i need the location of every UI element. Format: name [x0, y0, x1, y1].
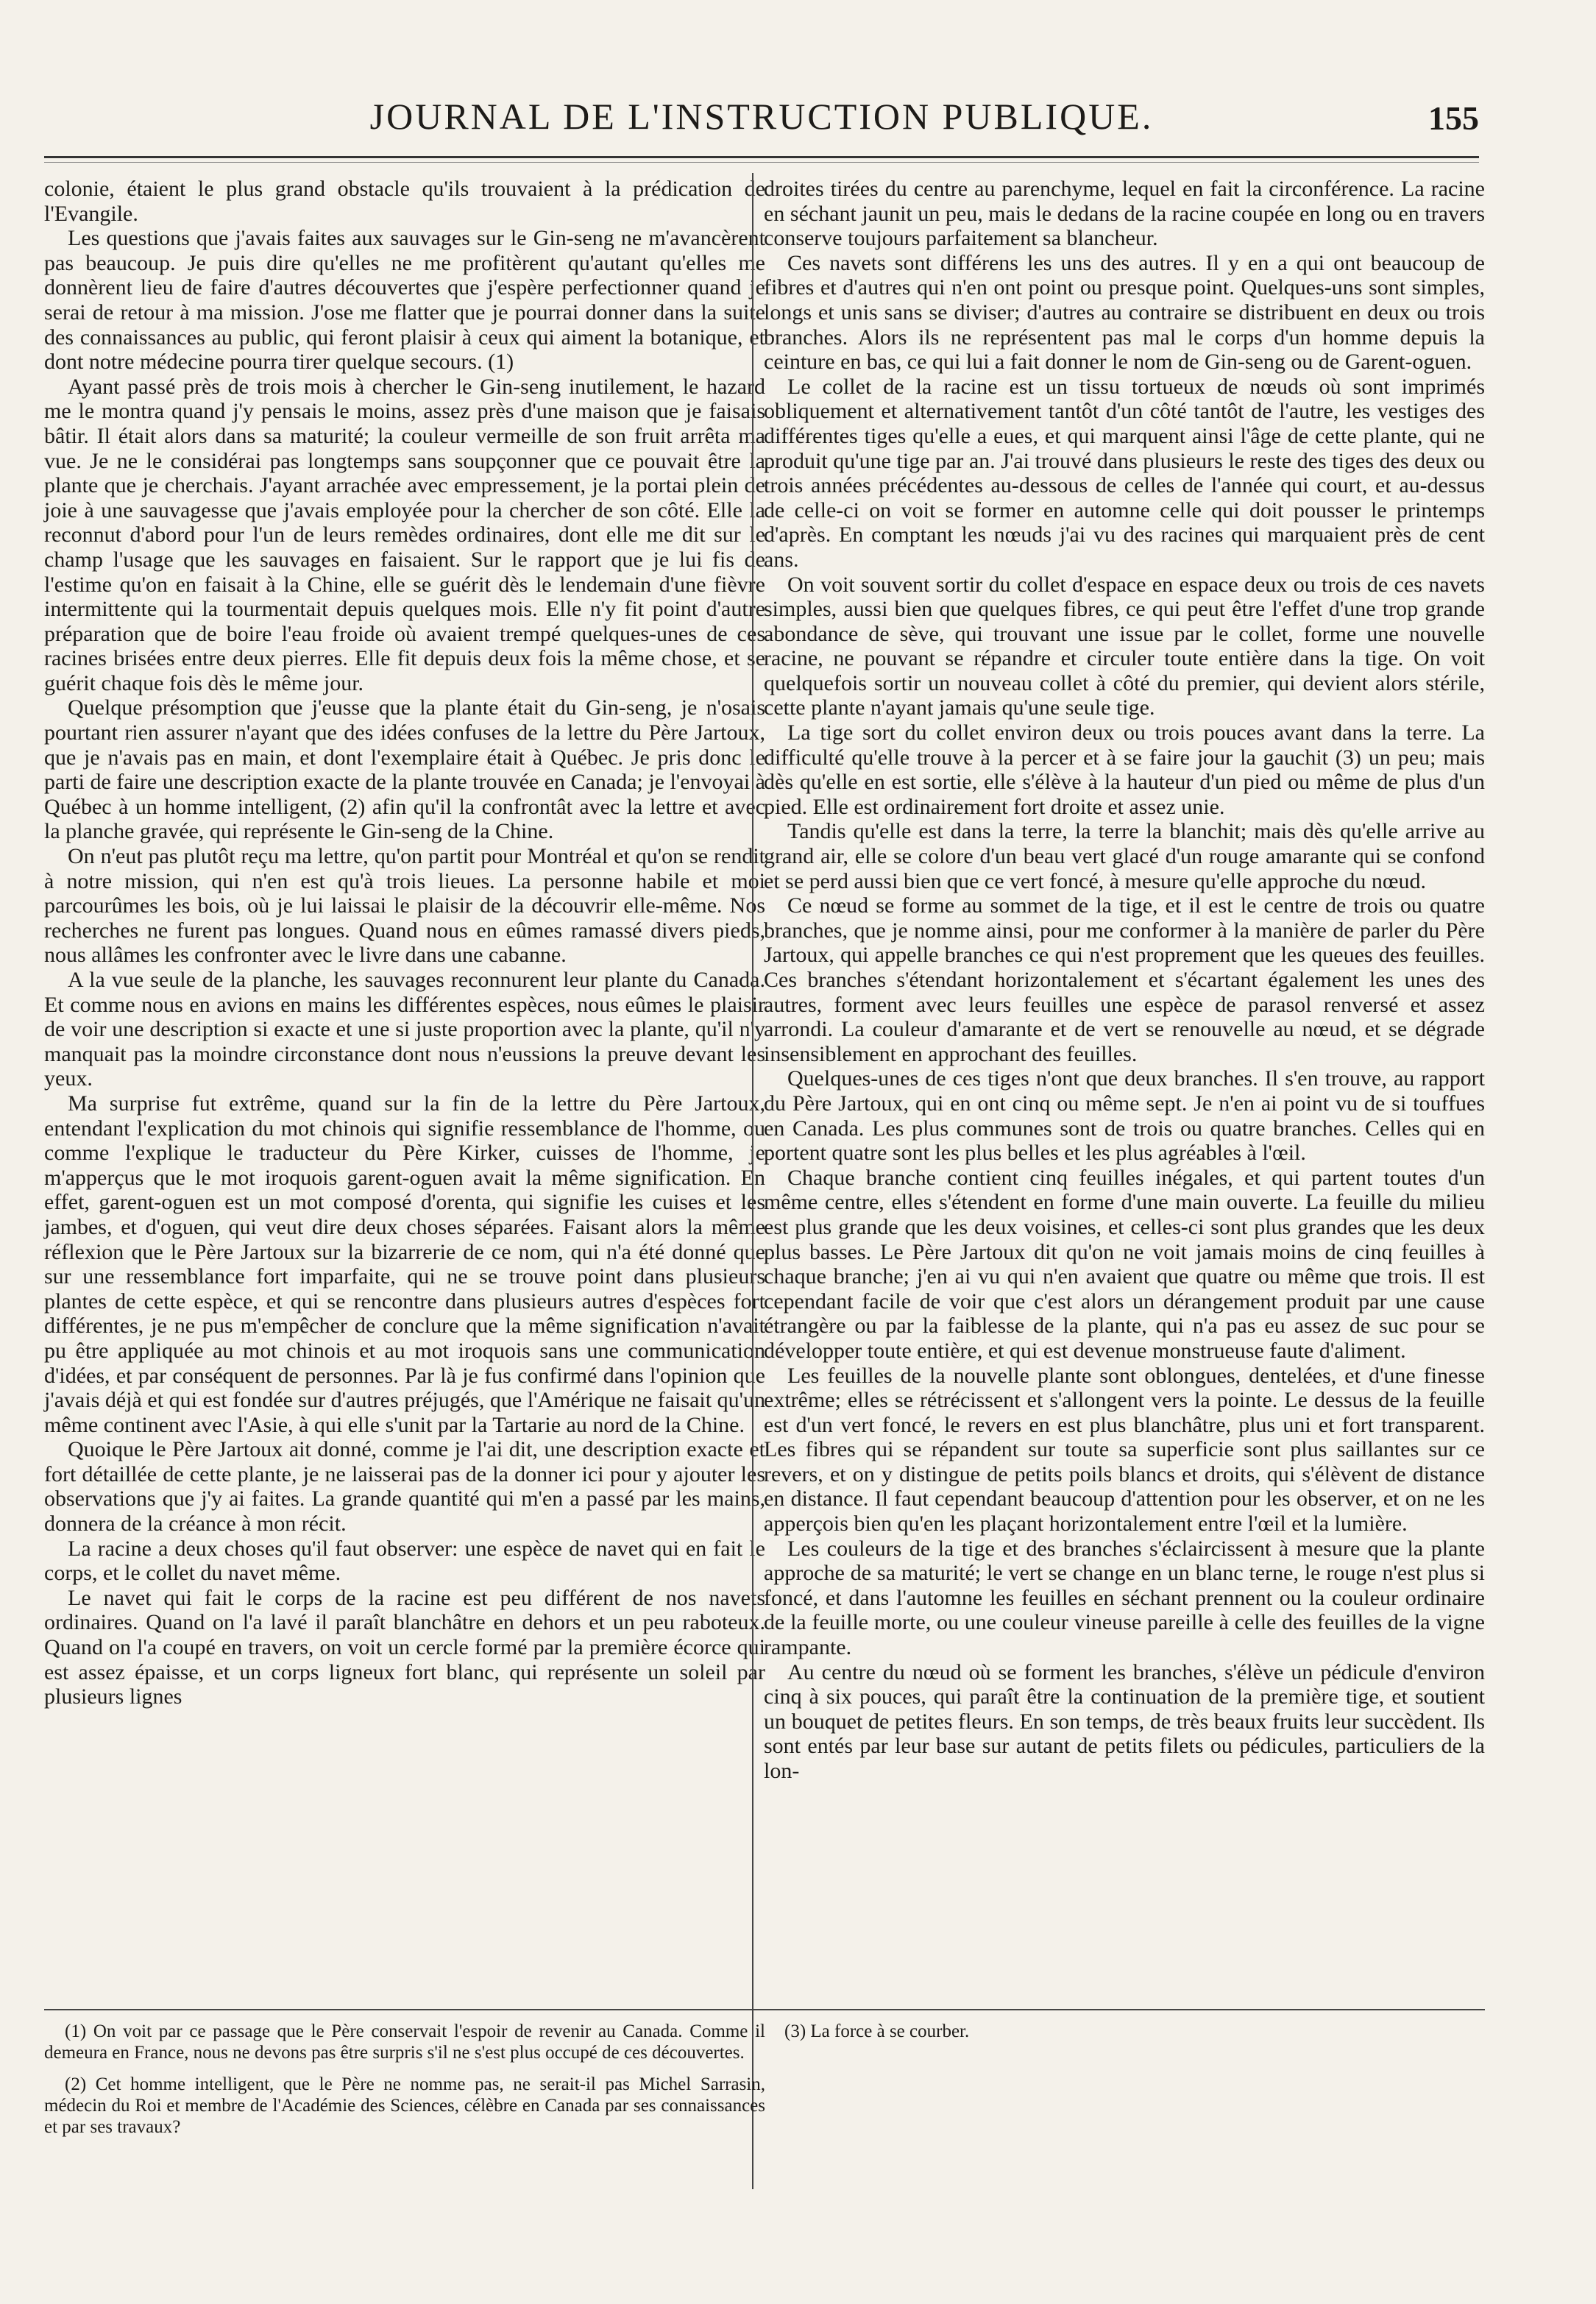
paragraph: Ayant passé près de trois mois à chercher le Gin-seng inutilement, le hazard me le montra quand j'y pensais le moins, assez près d'une maison que je faisais bâtir. Il était alors dans sa maturité; la couleur vermeille de son fruit arrêta ma vue. Je ne le considérai pas longtemps sans soupçonner que ce pouvait être la plante que je cherchais. J'ayant arrachée avec empressement, je la portai plein de joie à une sauvagesse que j'avais employée pour la chercher de son côté. Elle la reconnut d'abord pour l'un de leurs remèdes ordinaires, dont elle me dit sur le champ l'usage que les sauvages en faisaient. Sur le rapport que je lui fis de l'estime qu'on en faisait à la Chine, elle se guérit dès le lendemain d'une fièvre intermittente qui la tourmentait depuis quelques mois. Elle n'y fit point d'autre préparation que de boire l'eau froide où avaient trempé quelques-unes de ces racines brisées entre deux pierres. Elle fit depuis deux fois la même chose, et se guérit chaque fois dès le même jour.: [44, 374, 765, 695]
page-number: 155: [1428, 99, 1479, 137]
footnotes-right: [764, 2009, 1485, 2052]
footnotes-left: [44, 2009, 765, 2148]
paragraph: Ma surprise fut extrême, quand sur la fin de la lettre du Père Jartoux, entendant l'explication du mot chinois qui signifie ressemblance de l'homme, ou comme l'explique le traducteur du Père Kirker, cuisses de l'homme, je m'apperçus que le mot iroquois garent-oguen avait la même signification. En effet, garent-oguen est un mot composé d'orenta, qui signifie les cuises et les jambes, et d'oguen, qui veut dire deux choses séparées. Faisant alors la même réflexion que le Père Jartoux sur la bizarrerie de ce nom, qui n'a été donné que sur une ressemblance fort imparfaite, qui ne se trouve point dans plusieurs plantes de cette espèce, et qui se rencontre dans plusieurs autres d'espèces fort différentes, je ne pus m'empêcher de conclure que la même signification n'avait pu être appliquée au mot chinois et au mot iroquois sans une communication d'idées, et par conséquent de personnes. Par là je fus confirmé dans l'opinion que j'avais déjà et qui est fondée sur d'autres préjugés, que l'Amérique ne faisait qu'un même continent avec l'Asie, à qui elle s'unit par la Tartarie au nord de la Chine.: [44, 1091, 765, 1437]
paragraph: Les couleurs de la tige et des branches s'éclaircissent à mesure que la plante approche de sa maturité; le vert se change en un blanc terne, le rouge n'est plus si foncé, et dans l'automne les feuilles en séchant prennent ou la couleur ordinaire de la feuille morte, ou une couleur vineuse pareille à celle des feuilles de la vigne rampante.: [764, 1536, 1485, 1660]
column-divider: [752, 173, 753, 2189]
paragraph: Au centre du nœud où se forment les branches, s'élève un pédicule d'environ cinq à six pouces, qui paraît être la continuation de la première tige, et soutient un bouquet de petites fleurs. En son temps, de très beaux fruits leur succèdent. Ils sont entés par leur base sur autant de petits filets ou pédicules, particuliers de la lon-: [764, 1659, 1485, 1783]
paragraph: La tige sort du collet environ deux ou trois pouces avant dans la terre. La difficulté qu'elle trouve à la percer et à se faire jour la gauchit (3) un peu; mais dès qu'elle en est sortie, elle s'élève à la hauteur d'un pied ou même de plus d'un pied. Elle est ordinairement fort droite et assez unie.: [764, 720, 1485, 819]
paragraph: Les questions que j'avais faites aux sauvages sur le Gin-seng ne m'avancèrent pas beaucoup. Je puis dire qu'elles ne me profitèrent qu'autant qu'elles me donnèrent lieu de faire d'autres découvertes que j'espère perfectionner quand je serai de retour à ma mission. J'ose me flatter que je pourrai donner dans la suite des connaissances au public, qui feront plaisir à ceux qui aiment la botanique, et dont notre médecine pourra tirer quelque secours. (1): [44, 226, 765, 375]
paragraph: droites tirées du centre au parenchyme, lequel en fait la circonférence. La racine en séchant jaunit un peu, mais le dedans de la racine coupée en long ou en travers conserve toujours parfaitement sa blancheur.: [764, 177, 1485, 251]
paragraph: Quelques-unes de ces tiges n'ont que deux branches. Il s'en trouve, au rapport du Père Jartoux, qui en ont cinq ou même sept. Je n'en ai point vu de si touffues en Canada. Les plus communes sont de trois ou quatre branches. Celles qui en portent quatre sont les plus belles et les plus agréables à l'œil.: [764, 1066, 1485, 1166]
footnote: (3) La force à se courber.: [784, 2021, 970, 2041]
paragraph: Quoique le Père Jartoux ait donné, comme je l'ai dit, une description exacte et fort détaillée de cette plante, je ne laisserai pas de la donner ici pour y ajouter les observations que j'y ai faites. La grande quantité qui m'en a passé par les mains, donnera de la créance à mon récit.: [44, 1437, 765, 1536]
paragraph: Le navet qui fait le corps de la racine est peu différent de nos navets ordinaires. Quand on l'a lavé il paraît blanchâtre en dehors et un peu raboteux. Quand on l'a coupé en travers, on voit un cercle formé par la première écorce qui est assez épaisse, et un corps ligneux fort blanc, qui représente un soleil par plusieurs lignes: [44, 1585, 765, 1709]
paragraph: On voit souvent sortir du collet d'espace en espace deux ou trois de ces navets simples, aussi bien que quelques fibres, ce qui peut être l'effet d'une trop grande abondance de sève, qui trouvant une issue par le collet, forme une nouvelle racine, ne pouvant se répandre et circuler toute entière dans la tige. On voit quelquefois sortir un nouveau collet à côté du premier, qui devient alors stérile, cette plante n'ayant jamais qu'une seule tige.: [764, 572, 1485, 720]
paragraph: Ces navets sont différens les uns des autres. Il y en a qui ont beaucoup de fibres et d'autres qui n'en ont point ou presque point. Quelques-uns sont simples, longs et unis sans se diviser; d'autres au contraire se distribuent en deux ou trois branches. Alors ils ne représentent pas mal le corps d'un homme depuis la ceinture en bas, ce qui lui a fait donner le nom de Gin-seng ou de Garent-oguen.: [764, 250, 1485, 375]
right-column: [764, 177, 1485, 1784]
footnote: (2) Cet homme intelligent, que le Père ne nomme pas, ne serait-il pas Michel Sarrasin, médecin du Roi et membre de l'Académie des Sciences, célèbre en Canada par ses connaissances et par ses travaux?: [44, 2074, 765, 2137]
footnote-rule: [764, 2009, 1485, 2010]
paragraph: Les feuilles de la nouvelle plante sont oblongues, dentelées, et d'une finesse extrême; elles se rétrécissent et s'allongent vers la pointe. Le dessus de la feuille est d'un vert foncé, le revers en est plus blanchâtre, plus uni et fort transparent. Les fibres qui se répandent sur toute sa superficie sont plus saillantes sur ce revers, et on y distingue de petits poils blancs et droits, qui s'élèvent de distance en distance. Il faut cependant beaucoup d'attention pour les observer, et on ne les apperçois bien qu'en les plaçant horizontalement entre l'œil et la lumière.: [764, 1363, 1485, 1536]
footnote-rule: [44, 2009, 765, 2010]
paragraph: Quelque présomption que j'eusse que la plante était du Gin-seng, je n'osais pourtant rien assurer n'ayant que des idées confuses de la lettre du Père Jartoux, que je n'avais pas en main, et dont l'exemplaire était à Québec. Je pris donc le parti de faire une description exacte de la plante trouvée en Canada; je l'envoyai à Québec à un homme intelligent, (2) afin qu'il la confrontât avec la lettre et avec la planche gravée, qui représente le Gin-seng de la Chine.: [44, 695, 765, 844]
paragraph: Le collet de la racine est un tissu tortueux de nœuds où sont imprimés obliquement et alternativement tantôt d'un côté tantôt de l'autre, les vestiges des différentes tiges qu'elle a eues, et qui marquent ainsi l'âge de cette plante, qui ne produit qu'une tige par an. J'ai trouvé dans plusieurs le reste des tiges des deux ou trois années précédentes au-dessous de celles de l'année qui court, et au-dessus de celle-ci on voit se former en automne celle qui doit pousser le printemps d'après. En comptant les nœuds j'ai vu des racines qui marquaient près de cent ans.: [764, 374, 1485, 572]
paragraph: On n'eut pas plutôt reçu ma lettre, qu'on partit pour Montréal et qu'on se rendit à notre mission, qui n'en est qu'à trois lieues. La personne habile et moi parcourûmes les bois, où je lui laissai le plaisir de la découvrir elle-même. Nos recherches ne furent pas longues. Quand nous en eûmes ramassé divers pieds, nous allâmes les confronter avec le livre dans une cabanne.: [44, 844, 765, 968]
paragraph: Tandis qu'elle est dans la terre, la terre la blanchit; mais dès qu'elle arrive au grand air, elle se colore d'un beau vert glacé d'un rouge amarante qui se confond et se perd aussi bien que ce vert foncé, à mesure qu'elle approche du nœud.: [764, 819, 1485, 893]
paragraph: Chaque branche contient cinq feuilles inégales, et qui partent toutes d'un même centre, elles s'étendent en forme d'une main ouverte. La feuille du milieu est plus grande que les deux voisines, et celles-ci sont plus grandes que les deux plus basses. Le Père Jartoux dit qu'on ne voit jamais moins de cinq feuilles à chaque branche; j'en ai vu qui n'en avaient que quatre ou même que trois. Il est cependant facile de voir que c'est alors un dérangement produit par une cause étrangère ou par la faiblesse de la plante, qui n'a pas eu assez de suc pour se développer toute entière, et qui est devenue monstrueuse faute d'aliment.: [764, 1165, 1485, 1363]
running-title: JOURNAL DE L'INSTRUCTION PUBLIQUE.: [369, 96, 1154, 137]
paragraph: A la vue seule de la planche, les sauvages reconnurent leur plante du Canada. Et comme nous en avions en mains les différentes espèces, nous eûmes le plaisir de voir une description si exacte et une si juste proportion avec la plante, qu'il n'y manquait pas la moindre circonstance dont nous n'eussions la preuve devant les yeux.: [44, 968, 765, 1091]
paragraph: colonie, étaient le plus grand obstacle qu'ils trouvaient à la prédication de l'Evangile.: [44, 177, 765, 226]
header-rule: [44, 156, 1479, 163]
page-header: [44, 87, 1479, 146]
paragraph: La racine a deux choses qu'il faut observer: une espèce de navet qui en fait le corps, et le collet du navet même.: [44, 1536, 765, 1586]
left-column: [44, 177, 765, 1709]
footnote: (1) On voit par ce passage que le Père conservait l'espoir de revenir au Canada. Comme il demeura en France, nous ne devons pas être surpris s'il ne s'est plus occupé de ces découvertes.: [44, 2021, 765, 2063]
paragraph: Ce nœud se forme au sommet de la tige, et il est le centre de trois ou quatre branches, que je nomme ainsi, pour me conformer à la manière de parler du Père Jartoux, qui appelle branches ce qui n'est proprement que les queues des feuilles. Ces branches s'étendant horizontalement et s'écartant également les unes des autres, forment avec leurs feuilles une espèce de parasol renversé et assez arrondi. La couleur d'amarante et de vert se renouvelle au nœud, et se dégrade insensiblement en approchant des feuilles.: [764, 893, 1485, 1066]
